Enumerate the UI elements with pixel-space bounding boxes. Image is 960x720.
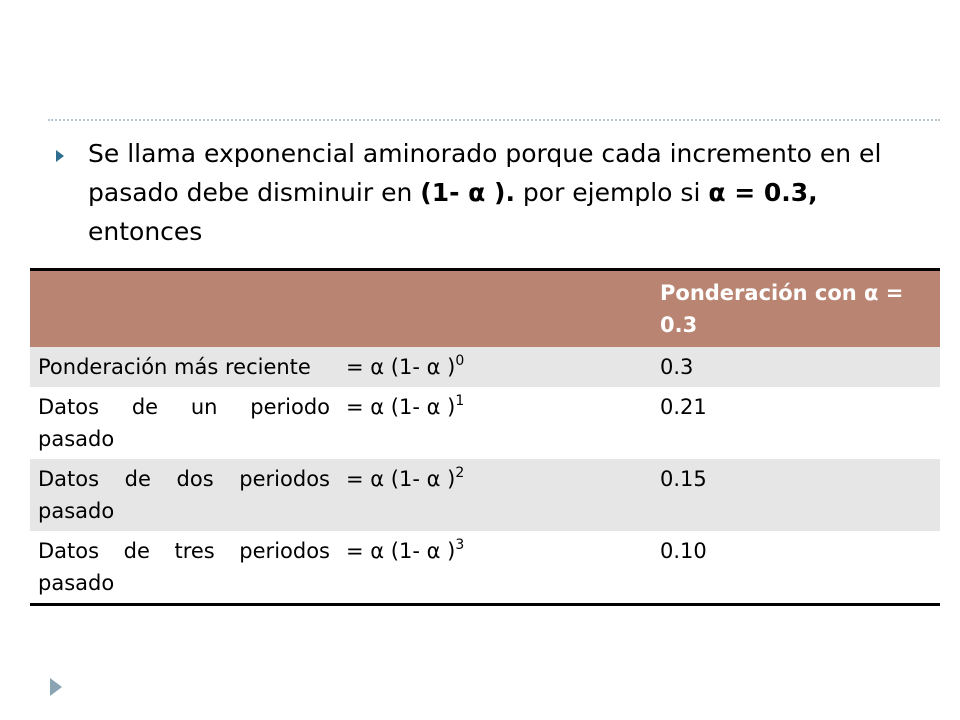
row-label: Datos de tres periodos pasado	[38, 539, 330, 595]
header-cell-weight: Ponderación con α = 0.3	[652, 270, 940, 348]
row-formula	[338, 347, 652, 387]
row-label: Datos de dos periodos pasado	[38, 467, 330, 523]
weighting-table	[30, 268, 940, 606]
row-label: Datos de un periodo pasado	[38, 395, 330, 451]
row-formula	[338, 459, 652, 531]
bullet-text-part-3: entonces	[88, 217, 203, 246]
bullet-text-part-1: Se llama exponencial aminorado porque cada incremento en el pasado debe disminuir en	[88, 139, 882, 207]
table-row	[30, 387, 940, 459]
formula-exponent: 3	[455, 537, 465, 553]
formula-exponent: 0	[455, 353, 465, 369]
table-header-row	[30, 270, 940, 348]
formula-text: = α (1- α )	[346, 395, 456, 419]
bullet-paragraph	[56, 134, 916, 251]
row-formula	[338, 387, 652, 459]
formula-exponent: 2	[455, 465, 465, 481]
table-row	[30, 347, 940, 387]
formula-text: = α (1- α )	[346, 467, 456, 491]
bullet-bold-part-2: α = 0.3,	[708, 178, 818, 207]
row-weight: 0.15	[660, 467, 707, 491]
row-label: Ponderación más reciente	[38, 355, 311, 379]
bullet-bold-part-1: (1- α ).	[420, 178, 515, 207]
table-row	[30, 459, 940, 531]
row-formula	[338, 531, 652, 605]
formula-text: = α (1- α )	[346, 355, 456, 379]
row-weight: 0.3	[660, 355, 694, 379]
row-weight: 0.21	[660, 395, 707, 419]
formula-text: = α (1- α )	[346, 539, 456, 563]
row-weight: 0.10	[660, 539, 707, 563]
triangle-arrow-icon	[50, 678, 62, 696]
table-row	[30, 531, 940, 605]
header-cell-formula	[338, 270, 652, 348]
header-cell-label	[30, 270, 338, 348]
bullet-text	[88, 134, 916, 251]
bullet-text-part-2: por ejemplo si	[514, 178, 709, 207]
top-dotted-divider	[48, 119, 940, 121]
formula-exponent: 1	[455, 393, 465, 409]
triangle-bullet-icon	[56, 150, 64, 162]
